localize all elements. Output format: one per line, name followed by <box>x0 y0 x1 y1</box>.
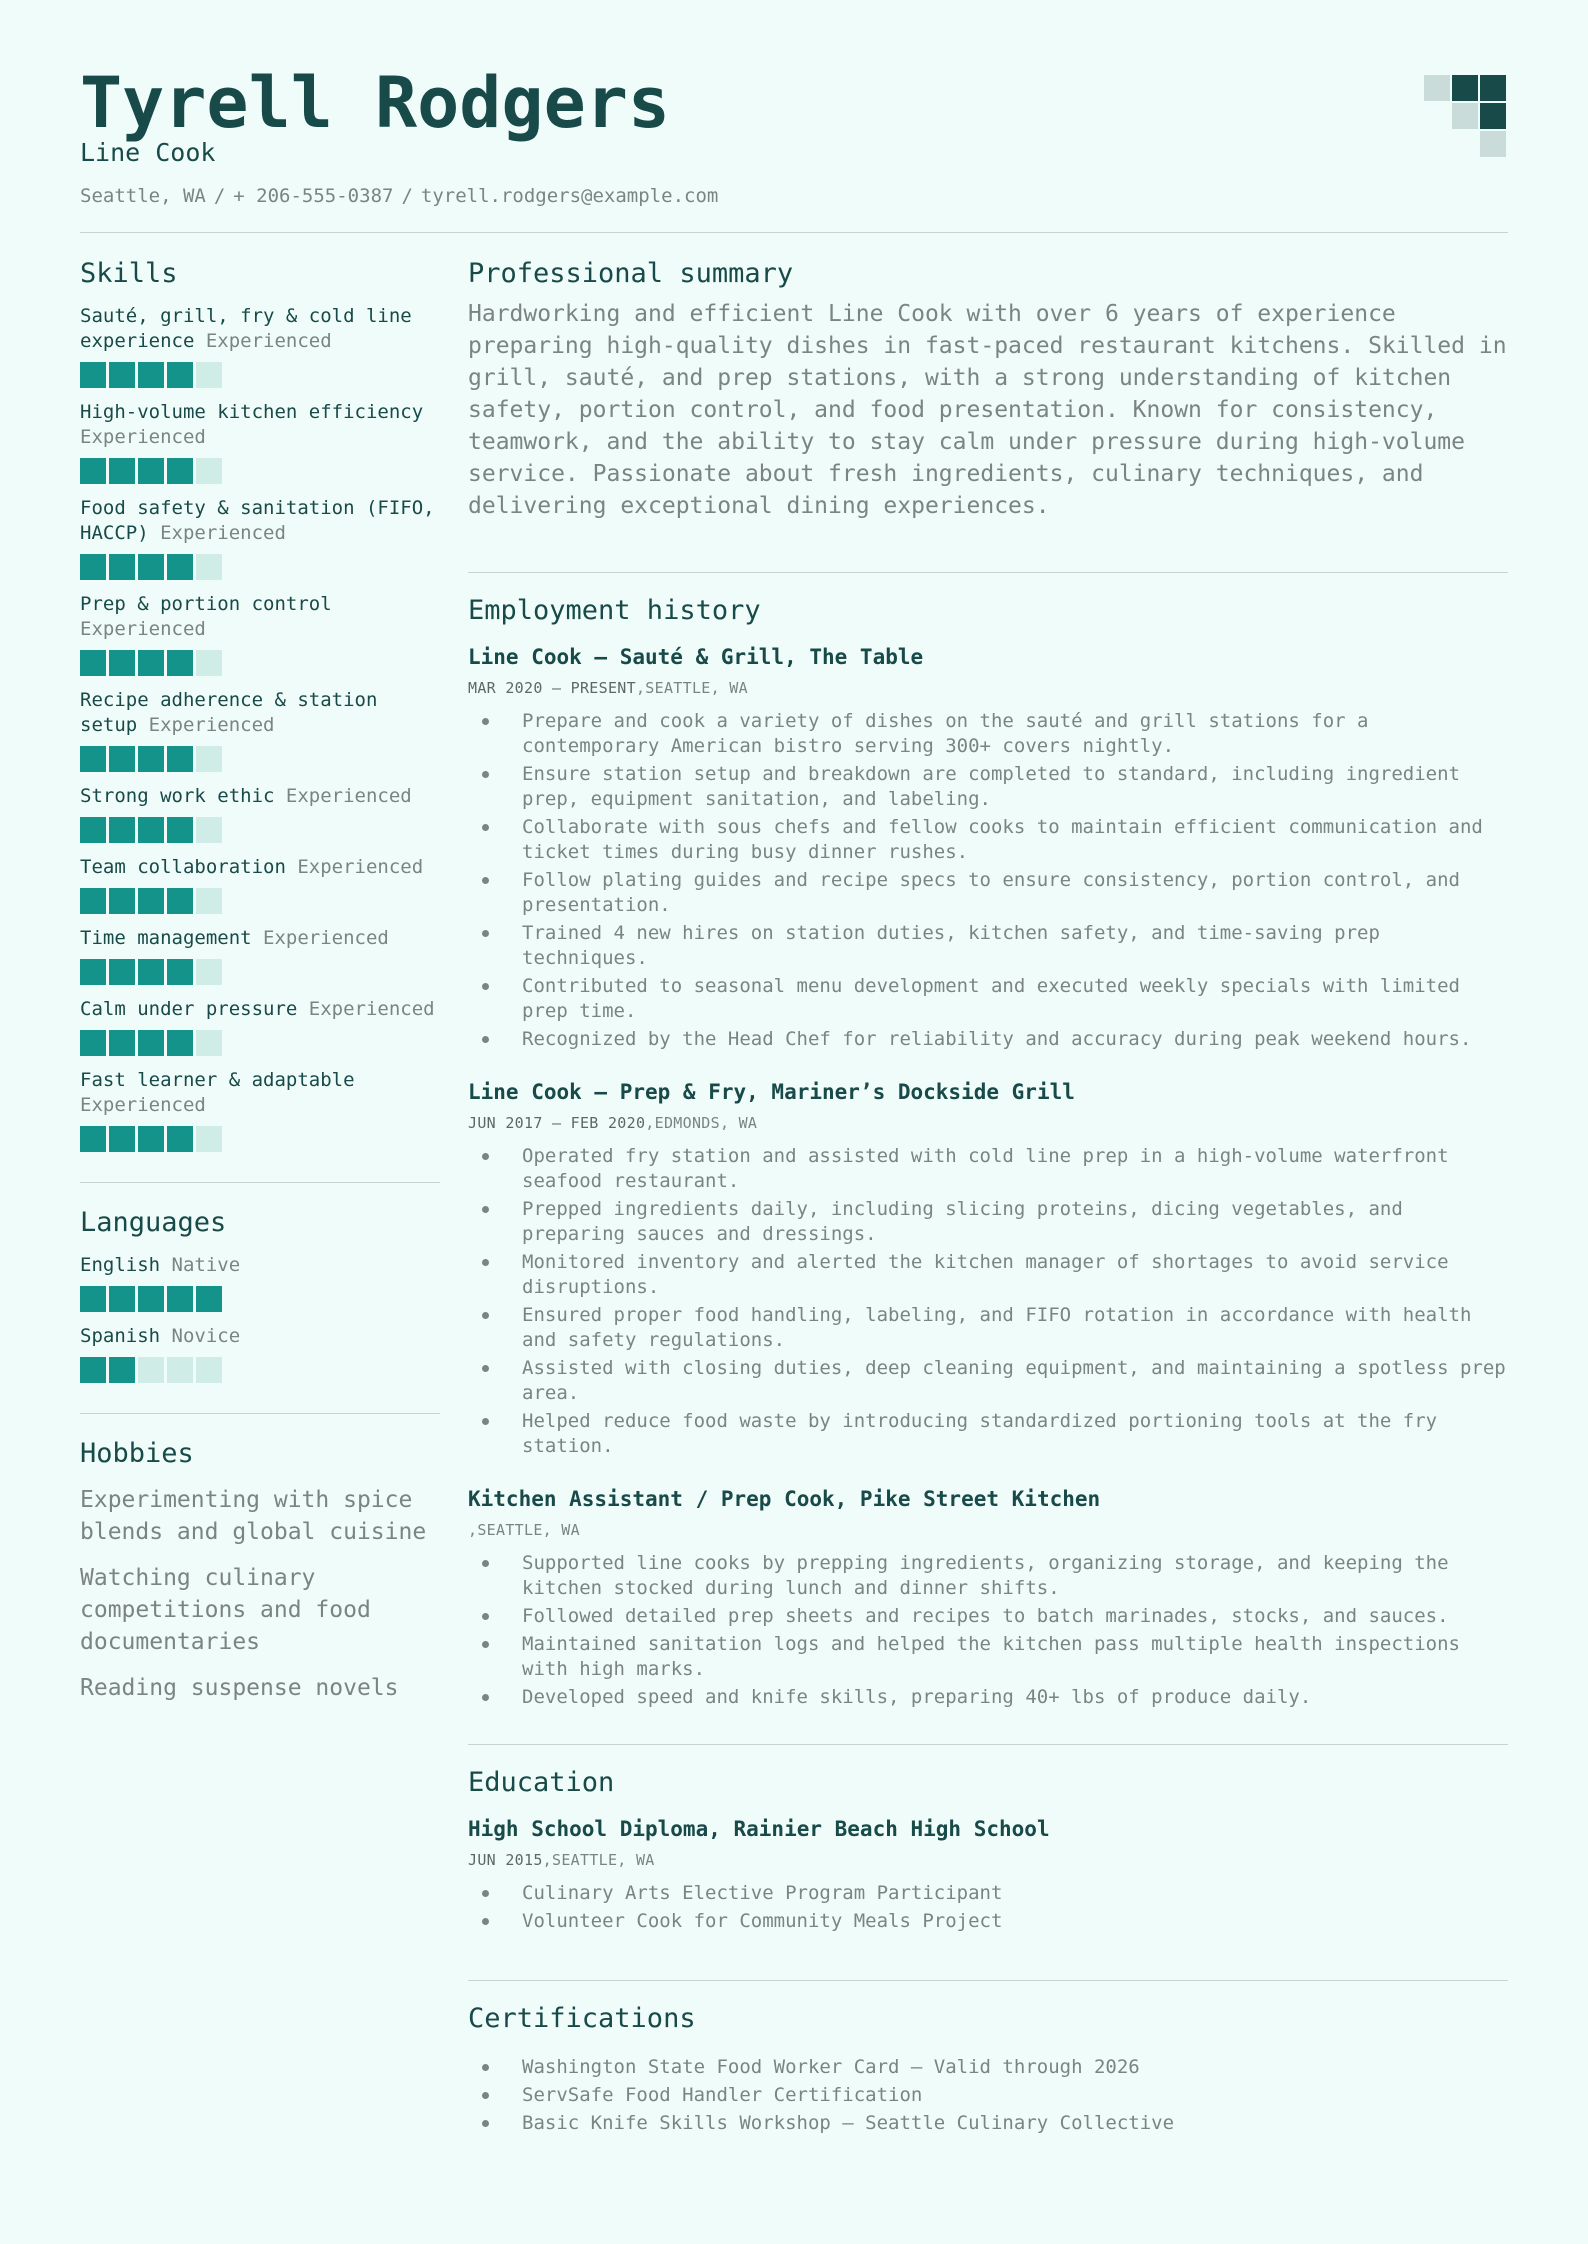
rating-square <box>80 817 106 843</box>
candidate-title: Line Cook <box>80 138 216 167</box>
contact-location: Seattle, WA <box>80 185 206 207</box>
bullet-item: Assisted with closing duties, deep cleaning equipment, and maintaining a spotless prep area. <box>468 1356 1508 1406</box>
skill-level: Experienced <box>205 330 332 352</box>
bullet-item: Supported line cooks by prepping ingredients, organizing storage, and keeping the kitchen stocked during lunch and dinner shifts. <box>468 1551 1508 1601</box>
rating-square <box>138 888 164 914</box>
language-rating-bar <box>80 1357 440 1383</box>
rating-square <box>167 888 193 914</box>
language-rating-bar <box>80 1286 440 1312</box>
bullet-item: Monitored inventory and alerted the kitchen manager of shortages to avoid service disruptions. <box>468 1250 1508 1300</box>
bullet-item: Developed speed and knife skills, preparing 40+ lbs of produce daily. <box>468 1685 1508 1710</box>
hobby-item: Watching culinary competitions and food documentaries <box>80 1565 371 1655</box>
skill-level: Experienced <box>160 522 286 544</box>
language-item <box>80 1324 440 1383</box>
skill-rating-bar <box>80 650 440 676</box>
rating-square <box>109 650 135 676</box>
rating-square <box>109 1126 135 1152</box>
hobbies-list <box>80 1484 440 1704</box>
rating-square <box>109 746 135 772</box>
rating-square <box>138 1286 164 1312</box>
entry-bullets <box>468 709 1508 1052</box>
skill-line <box>80 1068 440 1118</box>
skill-name: Sauté, grill, fry & cold line experience <box>80 305 412 352</box>
rating-square <box>196 1286 222 1312</box>
skill-item <box>80 926 440 985</box>
rating-square <box>138 1030 164 1056</box>
bullet-item: Maintained sanitation logs and helped the kitchen pass multiple health inspections with high marks. <box>468 1632 1508 1682</box>
certification-item: Washington State Food Worker Card – Valid through 2026 <box>468 2055 1508 2080</box>
skill-item <box>80 592 440 676</box>
languages-heading: Languages <box>80 1207 227 1238</box>
skill-name: Strong work ethic <box>80 785 275 807</box>
rating-square <box>167 554 193 580</box>
skill-item <box>80 1068 440 1152</box>
entry-date: JUN 2015 <box>468 1851 543 1869</box>
resume-page <box>80 0 1508 2244</box>
skill-rating-bar <box>80 1126 440 1152</box>
entry-date: MAR 2020 – PRESENT <box>468 679 636 697</box>
section-divider <box>80 1182 440 1183</box>
contact-separator: / <box>401 185 413 207</box>
rating-square <box>167 817 193 843</box>
rating-square <box>80 1357 106 1383</box>
skill-level: Experienced <box>80 1094 206 1116</box>
bullet-item: Collaborate with sous chefs and fellow cooks to maintain efficient communication and ticket times during busy dinner rushes. <box>468 815 1508 865</box>
entry-meta <box>468 1114 1508 1132</box>
rating-square <box>167 1357 193 1383</box>
main-content <box>468 256 1508 2139</box>
rating-square <box>167 362 193 388</box>
rating-square <box>196 1357 222 1383</box>
rating-square <box>80 362 106 388</box>
skill-item <box>80 304 440 388</box>
entry-title: Kitchen Assistant / Prep Cook, Pike Street Kitchen <box>468 1487 1101 1511</box>
rating-square <box>138 650 164 676</box>
rating-square <box>196 888 222 914</box>
language-name: English <box>80 1254 161 1276</box>
sidebar <box>80 256 440 1704</box>
employment-heading: Employment history <box>468 595 761 626</box>
logo-squares-icon <box>1424 75 1508 159</box>
rating-square <box>196 959 222 985</box>
skill-rating-bar <box>80 746 440 772</box>
summary-heading: Professional summary <box>468 258 794 289</box>
skill-line <box>80 784 440 809</box>
contact-separator: / <box>213 185 226 207</box>
rating-square <box>167 959 193 985</box>
skill-level: Experienced <box>80 426 206 448</box>
rating-square <box>138 362 164 388</box>
skill-name: Team collaboration <box>80 856 286 878</box>
skill-item <box>80 855 440 914</box>
contact-email: tyrell.rodgers@example.com <box>420 185 719 207</box>
rating-square <box>80 1286 106 1312</box>
education-list <box>468 1815 1508 1934</box>
skill-level: Experienced <box>80 618 206 640</box>
rating-square <box>167 1286 193 1312</box>
skill-level: Experienced <box>308 998 435 1020</box>
language-level: Novice <box>171 1325 241 1347</box>
entry-location: ,SEATTLE, WA <box>542 1851 655 1869</box>
skill-rating-bar <box>80 888 440 914</box>
rating-square <box>80 458 106 484</box>
certifications-list <box>468 2055 1508 2136</box>
skill-item <box>80 688 440 772</box>
skill-line <box>80 496 440 546</box>
skill-item <box>80 400 440 484</box>
skills-list <box>80 304 440 1152</box>
rating-square <box>138 746 164 772</box>
bullet-item: Trained 4 new hires on station duties, kitchen safety, and time-saving prep techniques. <box>468 921 1508 971</box>
skill-line <box>80 926 440 951</box>
skill-level: Experienced <box>263 927 389 949</box>
rating-square <box>80 554 106 580</box>
certification-item: Basic Knife Skills Workshop – Seattle Culinary Collective <box>468 2111 1508 2136</box>
skill-line <box>80 592 440 642</box>
header-divider <box>80 232 1508 233</box>
certification-item: ServSafe Food Handler Certification <box>468 2083 1508 2108</box>
skill-name: High-volume kitchen efficiency <box>80 401 424 423</box>
rating-square <box>109 458 135 484</box>
rating-square <box>196 746 222 772</box>
skill-line <box>80 688 440 738</box>
rating-square <box>80 888 106 914</box>
hobby-item: Reading suspense novels <box>80 1675 399 1701</box>
rating-square <box>138 1126 164 1152</box>
rating-square <box>167 458 193 484</box>
bullet-item: Helped reduce food waste by introducing standardized portioning tools at the fry station. <box>468 1409 1508 1459</box>
rating-square <box>80 1126 106 1152</box>
bullet-item: Contributed to seasonal menu development and executed weekly specials with limited prep time. <box>468 974 1508 1024</box>
rating-square <box>196 1030 222 1056</box>
hobby-item: Experimenting with spice blends and global cuisine <box>80 1487 427 1545</box>
skills-heading: Skills <box>80 258 178 289</box>
skill-level: Experienced <box>285 785 412 807</box>
skill-name: Recipe adherence & station setup <box>80 689 378 736</box>
skill-rating-bar <box>80 458 440 484</box>
section-divider <box>468 1980 1508 1981</box>
bullet-item: Followed detailed prep sheets and recipes to batch marinades, stocks, and sauces. <box>468 1604 1508 1629</box>
skill-name: Prep & portion control <box>80 593 332 615</box>
rating-square <box>109 362 135 388</box>
skill-name: Fast learner & adaptable <box>80 1069 355 1091</box>
skill-line <box>80 304 440 354</box>
skill-item <box>80 496 440 580</box>
bullet-item: Prepare and cook a variety of dishes on the sauté and grill stations for a contemporary American bistro serving 300+ covers nightly. <box>468 709 1508 759</box>
skill-line <box>80 400 440 450</box>
rating-square <box>80 959 106 985</box>
rating-square <box>80 746 106 772</box>
rating-square <box>138 959 164 985</box>
skill-line <box>80 997 440 1022</box>
skill-rating-bar <box>80 554 440 580</box>
language-line <box>80 1253 440 1278</box>
entry-location: ,EDMONDS, WA <box>645 1114 758 1132</box>
contact-line <box>80 185 718 207</box>
entry-meta <box>468 1521 1508 1539</box>
bullet-item: Recognized by the Head Chef for reliability and accuracy during peak weekend hours. <box>468 1027 1508 1052</box>
languages-list <box>80 1253 440 1383</box>
skill-line <box>80 855 440 880</box>
rating-square <box>196 650 222 676</box>
rating-square <box>196 554 222 580</box>
skill-item <box>80 784 440 843</box>
skill-rating-bar <box>80 817 440 843</box>
entry-meta <box>468 679 1508 697</box>
skill-name: Time management <box>80 927 252 949</box>
language-line <box>80 1324 440 1349</box>
rating-square <box>109 1286 135 1312</box>
skill-level: Experienced <box>297 856 424 878</box>
contact-phone: + 206-555-0387 <box>233 185 394 207</box>
rating-square <box>109 554 135 580</box>
language-level: Native <box>171 1254 241 1276</box>
bullet-item: Prepped ingredients daily, including slicing proteins, dicing vegetables, and preparing sauces and dressings. <box>468 1197 1508 1247</box>
entry-title: High School Diploma, Rainier Beach High School <box>468 1817 1050 1841</box>
skill-item <box>80 997 440 1056</box>
rating-square <box>80 650 106 676</box>
candidate-name: Tyrell Rodgers <box>80 62 671 144</box>
section-divider <box>468 572 1508 573</box>
entry-location: ,SEATTLE, WA <box>635 679 748 697</box>
language-name: Spanish <box>80 1325 161 1347</box>
rating-square <box>167 746 193 772</box>
bullet-item: Ensure station setup and breakdown are completed to standard, including ingredient prep, equipment sanitation, and labeling. <box>468 762 1508 812</box>
language-item <box>80 1253 440 1312</box>
entry-bullets <box>468 1881 1508 1934</box>
entry-bullets <box>468 1551 1508 1710</box>
rating-square <box>138 1357 164 1383</box>
section-divider <box>80 1413 440 1414</box>
skill-rating-bar <box>80 959 440 985</box>
jobs-list <box>468 643 1508 1710</box>
rating-square <box>109 817 135 843</box>
rating-square <box>167 1126 193 1152</box>
certifications-heading: Certifications <box>468 2003 696 2034</box>
bullet-item: Volunteer Cook for Community Meals Project <box>468 1909 1508 1934</box>
rating-square <box>109 1030 135 1056</box>
hobbies-heading: Hobbies <box>80 1438 194 1469</box>
bullet-item: Follow plating guides and recipe specs to ensure consistency, portion control, and presentation. <box>468 868 1508 918</box>
entry-title: Line Cook – Sauté & Grill, The Table <box>468 645 924 669</box>
bullet-item: Ensured proper food handling, labeling, and FIFO rotation in accordance with health and safety regulations. <box>468 1303 1508 1353</box>
summary-text: Hardworking and efficient Line Cook with over 6 years of experience preparing high-quality dishes in fast-paced restaurant kitchens. Skilled in grill, sauté, and prep stations, with a strong understanding of kitchen safety, portion control, and food presentation. Known for consistency, teamwork, and the ability to stay calm under pressure during high-volume service. Passionate about fresh ingredients, culinary techniques, and delivering exceptional dining experiences. <box>468 301 1507 519</box>
entry-meta <box>468 1851 1508 1869</box>
bullet-item: Culinary Arts Elective Program Participant <box>468 1881 1508 1906</box>
rating-square <box>167 1030 193 1056</box>
skill-level: Experienced <box>148 714 275 736</box>
rating-square <box>196 362 222 388</box>
rating-square <box>138 458 164 484</box>
rating-square <box>196 458 222 484</box>
rating-square <box>196 1126 222 1152</box>
rating-square <box>109 959 135 985</box>
education-heading: Education <box>468 1767 615 1798</box>
entry-location: ,SEATTLE, WA <box>468 1521 580 1539</box>
skill-rating-bar <box>80 362 440 388</box>
entry-bullets <box>468 1144 1508 1459</box>
rating-square <box>196 817 222 843</box>
rating-square <box>80 1030 106 1056</box>
section-divider <box>468 1744 1508 1745</box>
skill-name: Food safety & sanitation (FIFO, HACCP) <box>80 497 435 544</box>
rating-square <box>138 554 164 580</box>
rating-square <box>109 888 135 914</box>
bullet-item: Operated fry station and assisted with cold line prep in a high-volume waterfront seafood restaurant. <box>468 1144 1508 1194</box>
rating-square <box>138 817 164 843</box>
rating-square <box>167 650 193 676</box>
skill-rating-bar <box>80 1030 440 1056</box>
rating-square <box>109 1357 135 1383</box>
entry-title: Line Cook – Prep & Fry, Mariner’s Dockside Grill <box>468 1080 1075 1104</box>
skill-name: Calm under pressure <box>80 998 298 1020</box>
entry-date: JUN 2017 – FEB 2020 <box>468 1114 646 1132</box>
